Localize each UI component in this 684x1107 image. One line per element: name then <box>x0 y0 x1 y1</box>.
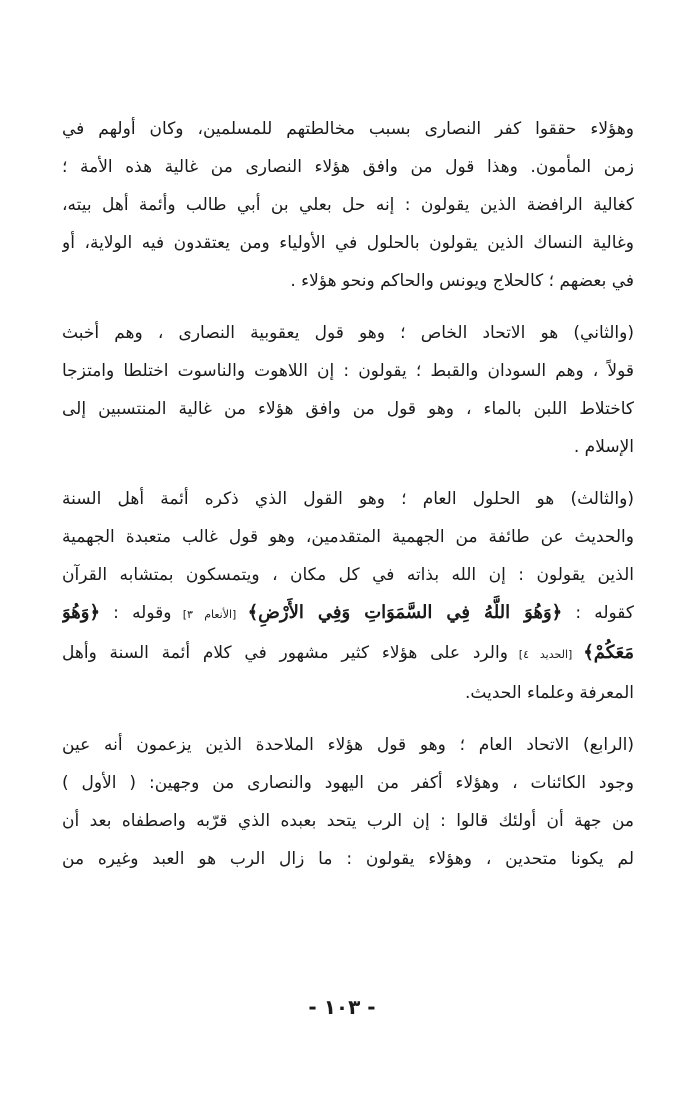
paragraph-2 <box>62 314 634 466</box>
quote-line <box>62 594 634 634</box>
text-line: (والثالث) هو الحلول العام ؛ وهو القول الذي ذكره أئمة أهل السنة <box>62 489 634 509</box>
quran-verse: ﴿وَهُوَ اللَّهُ فِي السَّمَوَاتِ وَفِي الأَرْضِ﴾ <box>247 602 563 623</box>
verse-reference: [الحديد ٤] <box>507 648 584 661</box>
text-line: والحديث عن طائفة من الجهمية المتقدمين، وهو قول غالب متعبدة الجهمية <box>62 527 634 547</box>
verse-reference: [الأنعام ٣] <box>171 608 248 621</box>
text-segment: والرد على هؤلاء كثير مشهور في كلام أئمة السنة وأهل <box>62 643 508 663</box>
page-body <box>62 110 634 892</box>
text-line: كغالية الرافضة الذين يقولون : إنه حل بعلي بن أبي طالب وأئمة أهل بيته، <box>62 195 634 215</box>
text-line: وغالية النساك الذين يقولون بالحلول في الأولياء ومن يعتقدون فيه الولاية، أو <box>62 233 634 253</box>
quran-verse: مَعَكُمْ﴾ <box>583 642 634 663</box>
text-line: الذين يقولون : إن الله بذاته في كل مكان ، ويتمسكون بمتشابه القرآن <box>62 565 634 585</box>
paragraph-1 <box>62 110 634 300</box>
page-number: - ١٠٣ - <box>308 995 376 1019</box>
text-line: في بعضهم ؛ كالحلاج ويونس والحاكم ونحو هؤلاء . <box>290 271 634 291</box>
text-line: المعرفة وعلماء الحديث. <box>465 683 634 703</box>
text-segment: كقوله : <box>562 603 634 623</box>
text-line: وجود الكائنات ، وهؤلاء أكفر من اليهود والنصارى من وجهين: ( الأول ) <box>62 773 634 793</box>
paragraph-4 <box>62 726 634 878</box>
text-line: (الرابع) الاتحاد العام ؛ وهو قول هؤلاء الملاحدة الذين يزعمون أنه عين <box>62 735 634 755</box>
paragraph-3 <box>62 480 634 712</box>
text-line: كاختلاط اللبن بالماء ، وهو قول من وافق هؤلاء من غالية المنتسبين إلى <box>62 399 634 419</box>
quote-line <box>62 634 634 674</box>
text-line: وهؤلاء حققوا كفر النصارى بسبب مخالطتهم للمسلمين، وكان أولهم في <box>62 119 634 139</box>
text-segment: وقوله : <box>100 603 172 623</box>
quran-verse: ﴿وَهُوَ <box>62 602 101 623</box>
text-line: من جهة أن أولئك قالوا : إن الرب يتحد بعبده الذي قرّبه واصطفاه بعد أن <box>62 811 634 831</box>
text-line: (والثاني) هو الاتحاد الخاص ؛ وهو قول يعقوبية النصارى ، وهم أخبث <box>62 323 634 343</box>
text-line: قولاً ، وهم السودان والقبط ؛ يقولون : إن اللاهوت والناسوت اختلطا وامتزجا <box>62 361 634 381</box>
text-line: لم يكونا متحدين ، وهؤلاء يقولون : ما زال الرب هو العبد وغيره من <box>62 849 634 869</box>
text-line: زمن المأمون. وهذا قول من وافق هؤلاء النصارى من غالية هذه الأمة ؛ <box>62 157 634 177</box>
text-line: الإسلام . <box>573 437 634 457</box>
